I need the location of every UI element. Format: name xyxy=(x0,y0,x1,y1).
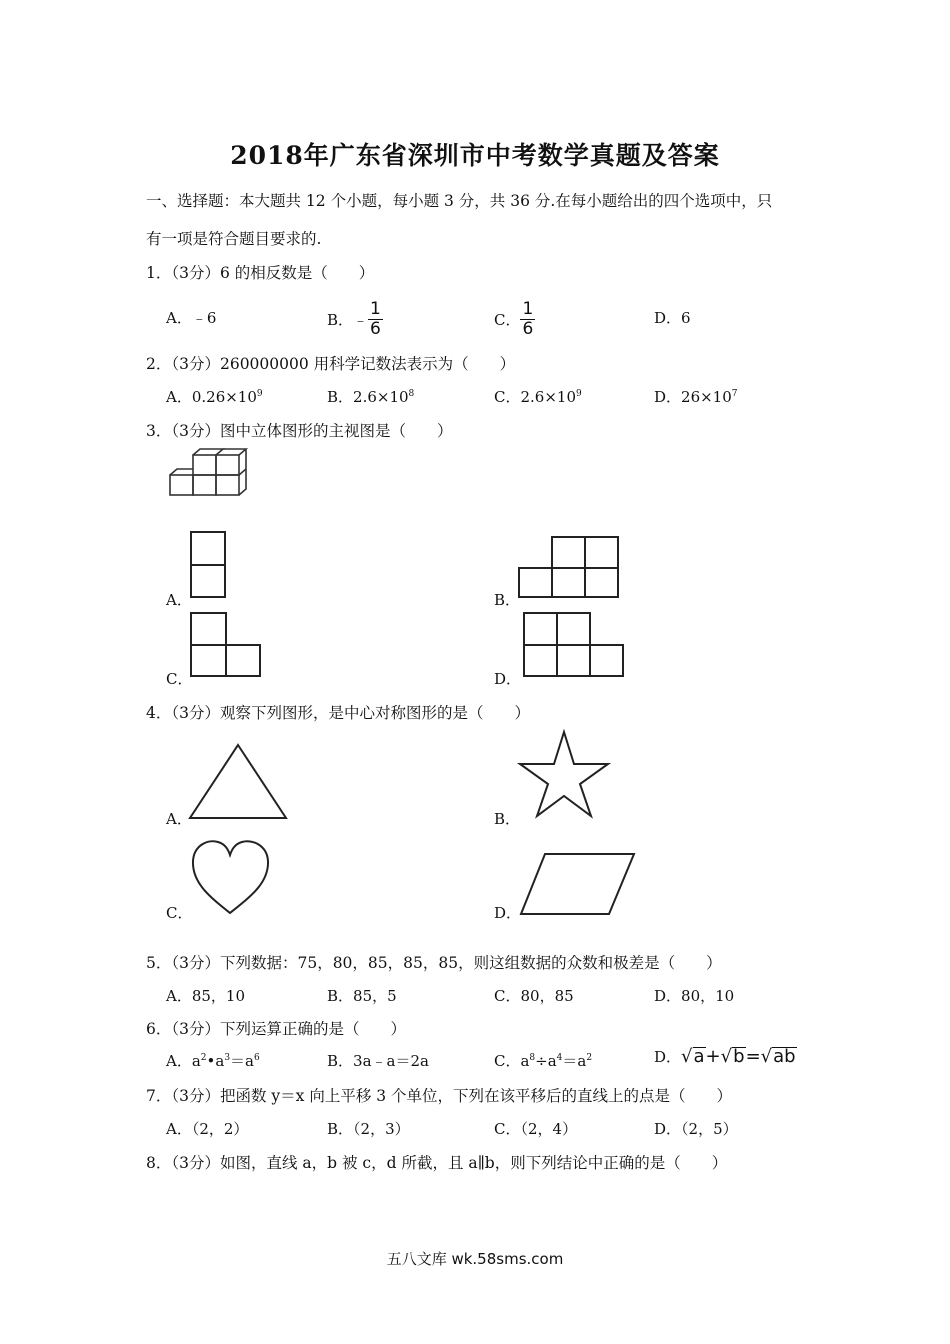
q2-b-base: B．2.6×10 xyxy=(327,388,409,406)
question-7-stem: 7．（3分）把函数 y＝x 向上平移 3 个单位，下列在该平移后的直线上的点是（ ） xyxy=(146,1087,733,1105)
q3-option-c: C． xyxy=(166,670,193,688)
q1-option-b-label: B．﹣ xyxy=(327,311,369,329)
question-3-stem: 3．（3分）图中立体图形的主视图是（ ） xyxy=(146,422,453,440)
q1-option-c xyxy=(494,300,535,339)
q6-d-expression: √a+√b=√ab xyxy=(681,1046,796,1067)
q6-c-exp1: 8 xyxy=(529,1053,536,1063)
q6-d-radicand-ab: ab xyxy=(773,1046,796,1067)
q4-option-d: D． xyxy=(494,904,522,922)
q6-d-radicand-b: b xyxy=(733,1046,745,1067)
q6-a-exp1: 2 xyxy=(200,1053,207,1063)
question-6-stem: 6．（3分）下列运算正确的是（ ） xyxy=(146,1020,406,1038)
q5-option-b: B．85，5 xyxy=(327,987,397,1005)
q2-b-exponent: 8 xyxy=(408,389,415,399)
q7-option-b: B．（2，3） xyxy=(327,1120,410,1138)
q7-option-c: C．（2，4） xyxy=(494,1120,578,1138)
q7-option-d: D．（2，5） xyxy=(654,1120,738,1138)
q3-solid-figure xyxy=(166,448,256,500)
q1-b-denominator: 6 xyxy=(370,319,381,339)
q6-d-equals: = xyxy=(745,1046,761,1067)
q3-option-b: B． xyxy=(494,591,521,609)
q6-c-part2: ÷a xyxy=(535,1052,557,1070)
q3-option-b-figure xyxy=(518,536,622,601)
q6-a-part2: •a xyxy=(206,1052,225,1070)
q3-option-a: A． xyxy=(166,591,192,609)
q4-option-b: B． xyxy=(494,810,521,828)
q6-c-exp3: 2 xyxy=(586,1053,593,1063)
question-8-stem: 8．（3分）如图，直线 a，b 被 c，d 所截，且 a∥b，则下列结论中正确的是（ ） xyxy=(146,1154,728,1172)
section-header-line2: 有一项是符合题目要求的. xyxy=(146,230,322,248)
q5-option-a: A．85，10 xyxy=(166,987,246,1005)
q2-a-base: A．0.26×10 xyxy=(166,388,257,406)
q1-c-denominator: 6 xyxy=(522,319,534,339)
q6-d-label: D． xyxy=(654,1048,682,1066)
q4-star-figure xyxy=(517,730,611,820)
q6-d-radicand-a: a xyxy=(693,1046,705,1067)
q5-option-d: D．80，10 xyxy=(654,987,735,1005)
q2-option-c xyxy=(494,386,582,407)
q2-option-b xyxy=(327,386,414,407)
section-header-line1: 一、选择题：本大题共 12 个小题，每小题 3 分，共 36 分.在每小题给出的四个选项中，只 xyxy=(146,192,773,210)
q2-c-exponent: 9 xyxy=(576,389,582,399)
q6-c-part3: ＝a xyxy=(562,1052,587,1070)
q4-triangle-figure xyxy=(188,742,290,822)
q6-c-part1: C．a xyxy=(494,1052,530,1070)
q3-option-a-figure xyxy=(190,531,230,601)
q6-a-exp2: 3 xyxy=(224,1053,231,1063)
q1-option-b-fraction xyxy=(368,300,383,339)
q2-d-exponent: 7 xyxy=(731,389,738,399)
question-2-stem: 2．（3分）260000000 用科学记数法表示为（ ） xyxy=(146,355,516,373)
q6-option-a xyxy=(166,1050,260,1071)
q2-a-exponent: 9 xyxy=(256,389,263,399)
question-5-stem: 5．（3分）下列数据：75，80，85，85，85，则这组数据的众数和极差是（ ） xyxy=(146,954,722,972)
q1-b-numerator: 1 xyxy=(370,299,381,319)
q2-option-d xyxy=(654,386,738,407)
q6-option-b: B．3a﹣a＝2a xyxy=(327,1052,429,1070)
q1-c-numerator: 1 xyxy=(522,299,534,319)
q1-option-a: A．﹣6 xyxy=(166,309,217,327)
q3-option-c-figure xyxy=(190,612,265,680)
q1-option-b xyxy=(327,300,383,339)
q4-heart-figure xyxy=(190,837,272,917)
q6-a-exp3: 6 xyxy=(254,1053,260,1063)
q3-option-d: D． xyxy=(494,670,522,688)
question-1-stem: 1．（3分）6 的相反数是（ ） xyxy=(146,264,375,282)
q2-c-base: C．2.6×10 xyxy=(494,388,576,406)
q6-option-c xyxy=(494,1050,592,1071)
q7-option-a: A．（2，2） xyxy=(166,1120,249,1138)
q3-option-d-figure xyxy=(523,612,627,680)
q6-option-d xyxy=(654,1046,797,1067)
footer-watermark: 五八文库 wk.58sms.com xyxy=(386,1250,564,1268)
q2-option-a xyxy=(166,386,263,407)
q6-a-part1: A．a xyxy=(166,1052,201,1070)
q2-d-base: D．26×10 xyxy=(654,388,732,406)
question-4-stem: 4．（3分）观察下列图形，是中心对称图形的是（ ） xyxy=(146,704,530,722)
q5-option-c: C．80，85 xyxy=(494,987,574,1005)
q6-d-plus: + xyxy=(705,1046,721,1067)
q4-parallelogram-figure xyxy=(519,851,637,917)
q6-c-exp2: 4 xyxy=(556,1053,563,1063)
q1-option-c-fraction xyxy=(520,300,535,339)
q1-option-c-label: C． xyxy=(494,311,521,329)
q4-option-a: A． xyxy=(166,810,192,828)
q1-option-d: D．6 xyxy=(654,309,691,327)
page-title: 2018年广东省深圳市中考数学真题及答案 xyxy=(230,141,720,170)
q6-a-part3: ＝a xyxy=(230,1052,254,1070)
q4-option-c: C． xyxy=(166,904,193,922)
